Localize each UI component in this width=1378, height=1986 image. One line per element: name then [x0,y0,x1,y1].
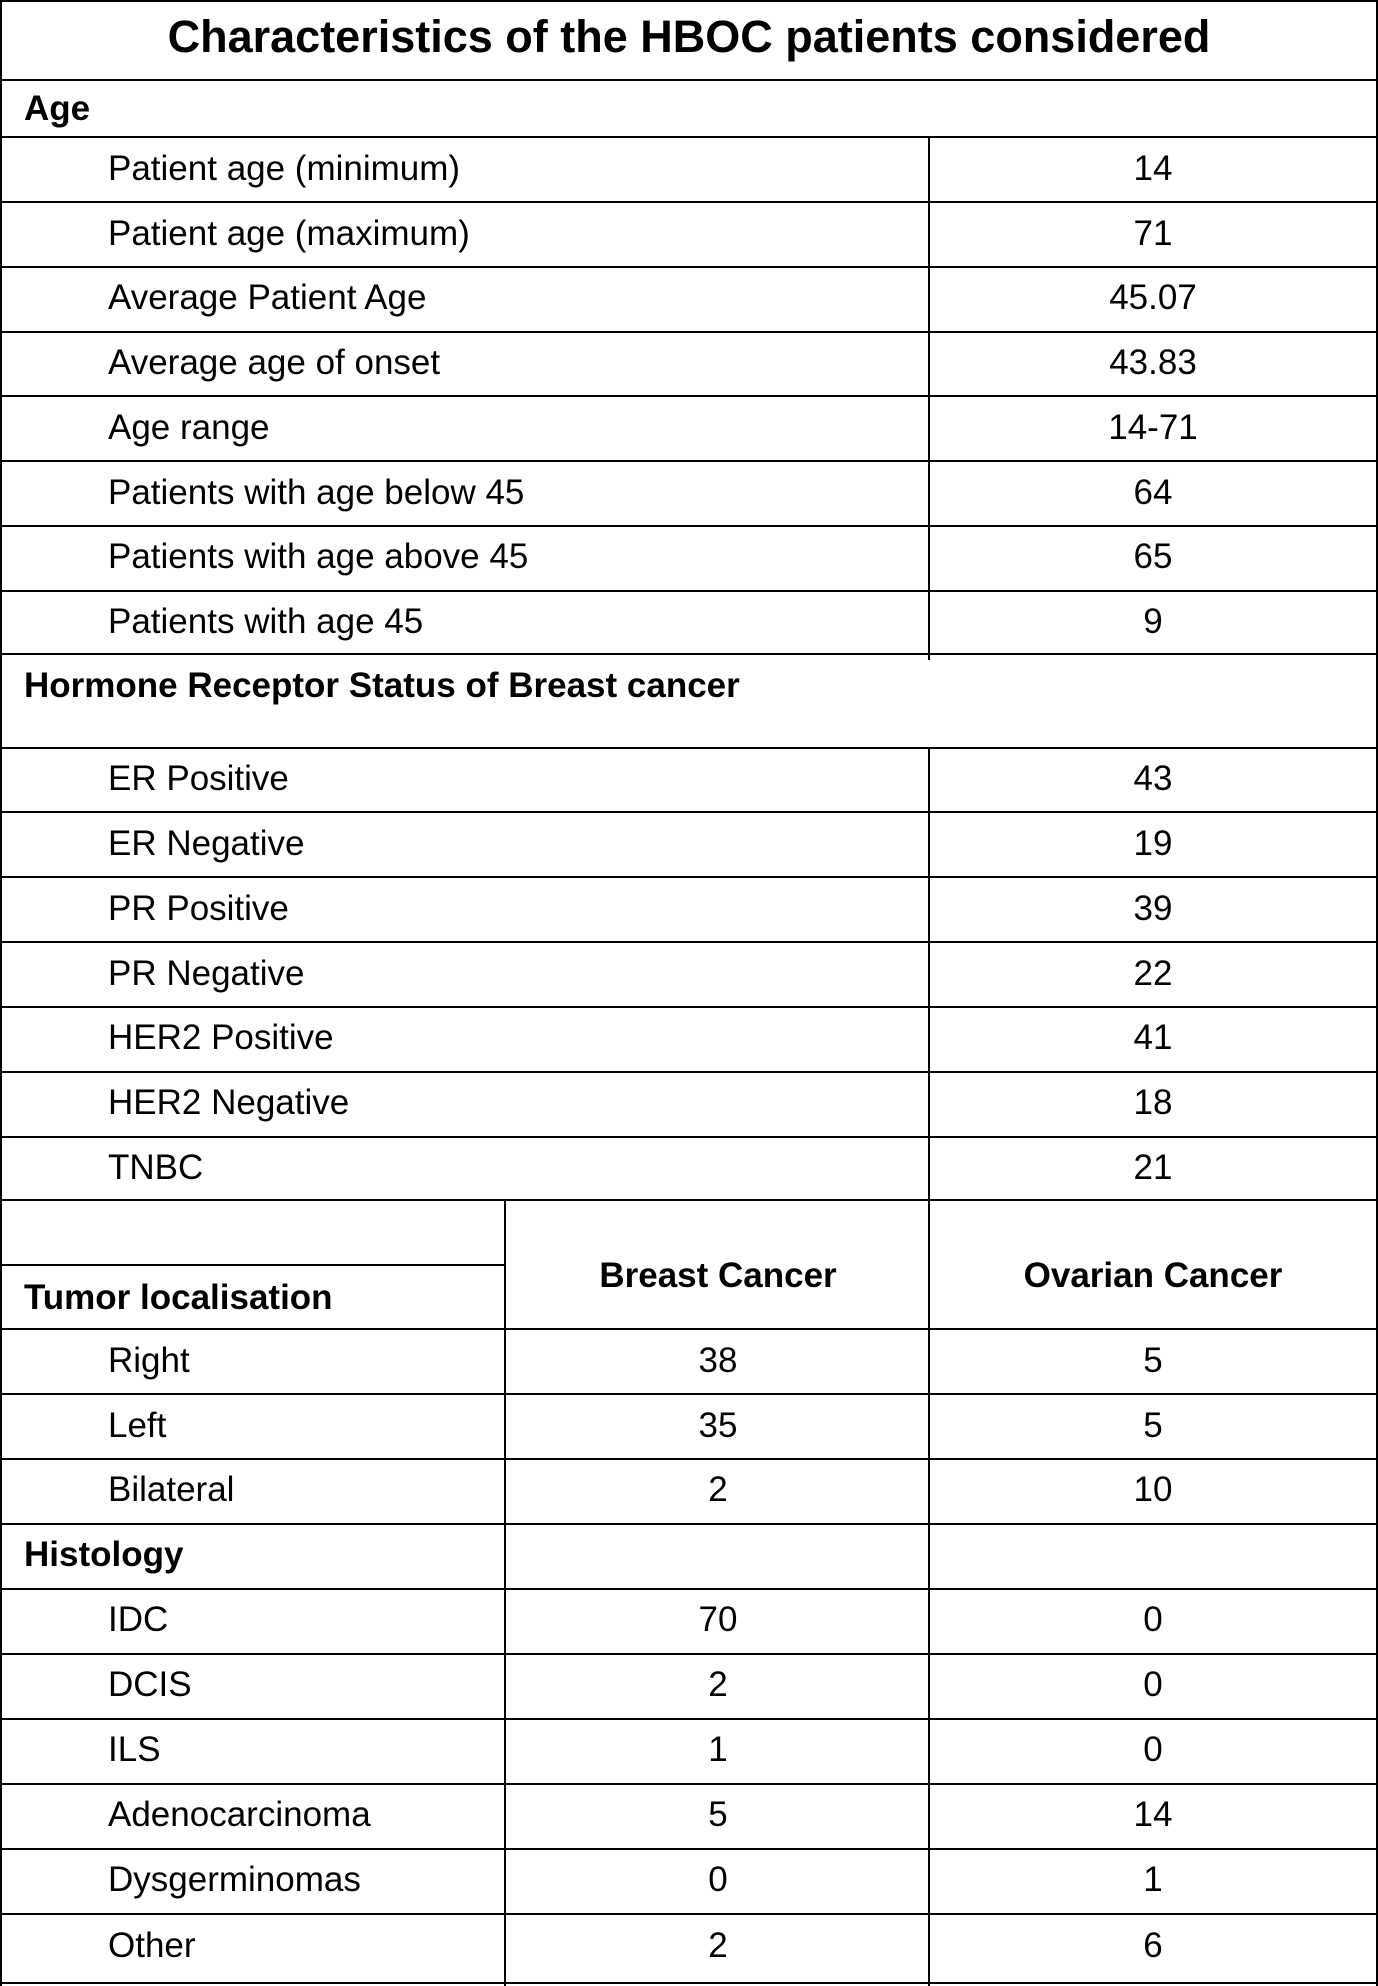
rule [0,1783,1378,1785]
row-value: 18 [1133,1083,1173,1122]
rule [0,460,1378,462]
row-label: Adenocarcinoma [108,1795,371,1834]
row-value-breast: 38 [698,1341,738,1380]
row-label: Left [108,1406,167,1445]
row-label: Patient age (minimum) [108,149,461,188]
row-value: 39 [1133,889,1173,928]
rule [0,1006,1378,1008]
row-label: PR Positive [108,889,289,928]
section-heading-age: Age [24,89,91,128]
row-label: ILS [108,1730,161,1769]
row-value-breast: 70 [698,1600,738,1639]
rule [0,1071,1378,1073]
rule [0,1523,1378,1525]
rule [0,395,1378,397]
rule [0,525,1378,527]
row-label: Age range [108,408,270,447]
row-value-breast: 1 [708,1730,728,1769]
rule [0,1653,1378,1655]
col-divider [928,136,930,660]
section-heading-localisation: Tumor localisation [24,1278,333,1317]
rule [0,1588,1378,1590]
row-value: 41 [1133,1018,1173,1057]
row-label: PR Negative [108,954,305,993]
row-label: HER2 Positive [108,1018,334,1057]
rule [0,653,1378,655]
row-label: ER Positive [108,759,289,798]
rule [0,590,1378,592]
rule [0,1199,1378,1201]
row-label: ER Negative [108,824,305,863]
row-value-ovarian: 0 [1143,1730,1163,1769]
rule [0,1328,1378,1330]
rule [0,201,1378,203]
rule [0,876,1378,878]
row-value: 43 [1133,759,1173,798]
rule-partial [0,1264,506,1266]
row-value-breast: 2 [708,1926,728,1965]
row-value-ovarian: 0 [1143,1665,1163,1704]
row-value-ovarian: 14 [1133,1795,1173,1834]
rule [0,1913,1378,1915]
row-value: 22 [1133,954,1173,993]
row-label: Patients with age 45 [108,602,424,641]
row-label: Patient age (maximum) [108,214,470,253]
row-value: 9 [1143,602,1163,641]
section-heading-histology: Histology [24,1535,184,1574]
row-value-ovarian: 5 [1143,1341,1163,1380]
rule [0,811,1378,813]
row-value: 14 [1133,149,1173,188]
row-label: DCIS [108,1665,192,1704]
row-label: TNBC [108,1148,204,1187]
row-value-ovarian: 0 [1143,1600,1163,1639]
row-label: Bilateral [108,1470,235,1509]
row-value-ovarian: 5 [1143,1406,1163,1445]
section-heading-hormone: Hormone Receptor Status of Breast cancer [24,666,740,705]
row-label: Patients with age below 45 [108,473,525,512]
table-title: Characteristics of the HBOC patients considered [167,11,1211,62]
rule [0,1393,1378,1395]
rule [0,1136,1378,1138]
row-value-breast: 35 [698,1406,738,1445]
rule [0,331,1378,333]
row-value-breast: 5 [708,1795,728,1834]
column-header-ovarian-cancer: Ovarian Cancer [1023,1256,1283,1295]
row-value-breast: 0 [708,1860,728,1899]
row-value: 43.83 [1109,343,1197,382]
row-value: 65 [1133,537,1173,576]
row-value: 45.07 [1109,278,1197,317]
row-label: Other [108,1926,196,1965]
row-label: Dysgerminomas [108,1860,361,1899]
row-label: IDC [108,1600,169,1639]
border-left [0,0,2,1986]
border-bottom [0,1982,1378,1984]
row-label: Patients with age above 45 [108,537,529,576]
column-header-breast-cancer: Breast Cancer [599,1256,837,1295]
row-label: Right [108,1341,190,1380]
rule [0,1718,1378,1720]
rule [0,79,1378,81]
row-value: 21 [1133,1148,1173,1187]
rule [0,747,1378,749]
row-value-ovarian: 6 [1143,1926,1163,1965]
rule [0,941,1378,943]
row-value: 71 [1133,214,1173,253]
row-value-breast: 2 [708,1665,728,1704]
row-value-ovarian: 10 [1133,1470,1173,1509]
rule [0,136,1378,138]
border-top [0,0,1378,2]
row-label: HER2 Negative [108,1083,350,1122]
row-label: Average age of onset [108,343,441,382]
row-value: 19 [1133,824,1173,863]
rule [0,266,1378,268]
row-label: Average Patient Age [108,278,427,317]
row-value-breast: 2 [708,1470,728,1509]
row-value: 14-71 [1108,408,1198,447]
row-value: 64 [1133,473,1173,512]
rule [0,1458,1378,1460]
row-value-ovarian: 1 [1143,1860,1163,1899]
rule [0,1848,1378,1850]
